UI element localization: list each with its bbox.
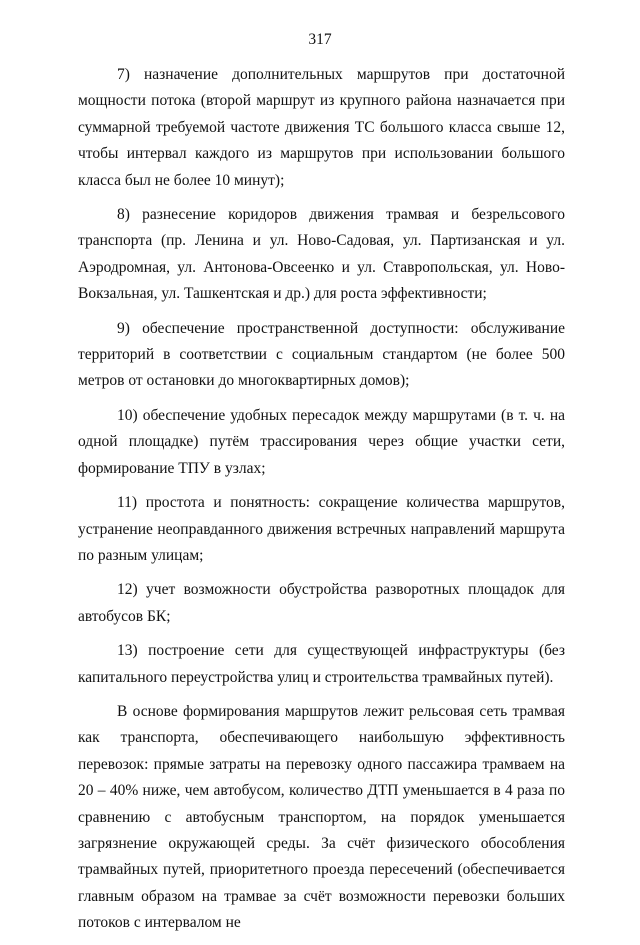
list-item-11: 11) простота и понятность: сокращение количества маршрутов, устранение неоправданного движения встречных направлений маршрута по разным улицам; [78, 494, 565, 564]
body-paragraph: В основе формирования маршрутов лежит рельсовая сеть трамвая как транспорта, обеспечивающего наибольшую эффективность перевозок: прямые затраты на перевозку одного пассажира трамваем на 20 – 40% ниже, чем автобусом, количество ДТП уменьшается в 4 раза по сравнению с автобусным транспортом, на порядок уменьшается загрязнение окружающей среды. За счёт физического обособления трамвайных путей, приоритетного проезда пересечений (обеспечивается главным образом на трамвае за счёт возможности перевозки больших потоков с интервалом не [78, 702, 565, 932]
list-item-13: 13) построение сети для существующей инфраструктуры (без капитального переустройства улиц и строительства трамвайных путей). [78, 642, 565, 686]
list-item-10: 10) обеспечение удобных пересадок между маршрутами (в т. ч. на одной площадке) путём трассирования через общие участки сети, формирование ТПУ в узлах; [78, 406, 565, 477]
list-item-7: 7) назначение дополнительных маршрутов при достаточной мощности потока (второй маршрут из крупного района назначается при суммарной требуемой частоте движения ТС большого класса свыше 12, чтобы интервал каждого из маршрутов при использовании большого класса был не более 10 минут); [78, 66, 565, 189]
list-item-8: 8) разнесение коридоров движения трамвая и безрельсового транспорта (пр. Ленина и ул. Ново-Садовая, ул. Партизанская и ул. Аэродромная, ул. Антонова-Овсеенко и ул. Ставропольская, ул. Ново-Вокзальная, ул. Ташкентская и др.) для роста эффективности; [78, 206, 565, 303]
list-item-9: 9) обеспечение пространственной доступности: обслуживание территорий в соответствии с социальным стандартом (не более 500 метров от остановки до многоквартирных домов); [78, 319, 565, 390]
page-number: 317 [308, 31, 332, 48]
page-body [78, 62, 565, 945]
list-item-12: 12) учет возможности обустройства разворотных площадок для автобусов БК; [78, 581, 565, 625]
